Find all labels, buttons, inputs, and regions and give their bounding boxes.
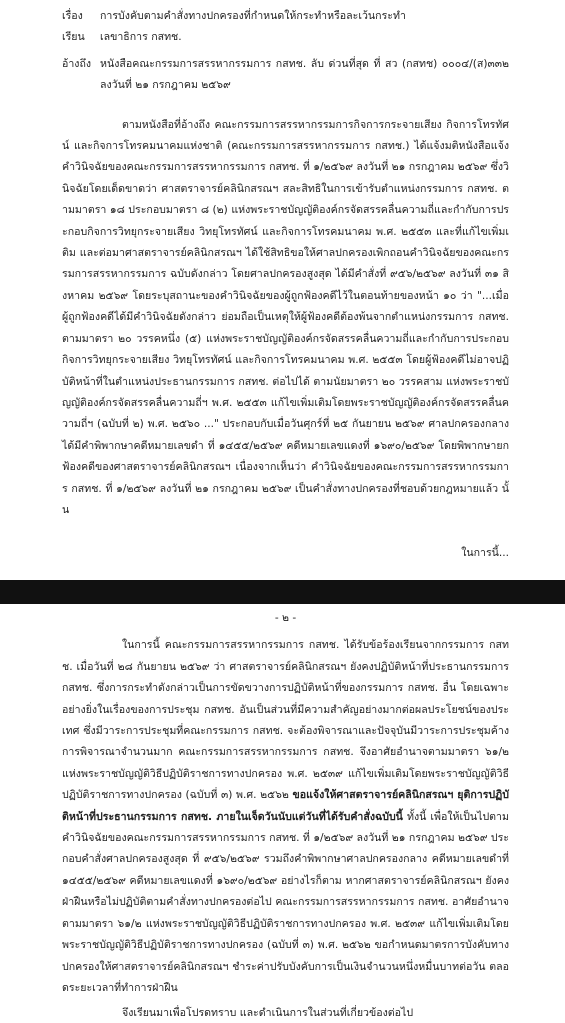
closing-paragraph: จึงเรียนมาเพื่อโปรดทราบ และดำเนินการในส่วนที่เกี่ยวข้องต่อไป [122,1007,414,1020]
recipient-line [62,27,509,48]
page-1-content [62,6,509,565]
page-number: - ๒ - [274,612,297,624]
body-text-before-bold: ในการนี้ คณะกรรมการสรรหากรรมการ กสทช. ได้รับข้อร้องเรียนจากกรรมการ กสทช. เมื่อวันที่ ๒๘ กันยายน ๒๕๖๙ ว่า ศาสตราจารย์คลินิกสรณฯ ยังคงปฏิบัติหน้าที่ประธานกรรมการ กสทช. ซึ่งการกระทำดังกล่าวเป็นการขัดขวางการปฏิบัติหน้าที่ของกรรมการ กสทช. อื่น โดยเฉพาะอย่างยิ่งในเรื่องของการประชุม กสทช. อันเป็นส่วนที่มีความสำคัญอย่างมากต่อผลประโยชน์ของประเทศ ซึ่งมีวาระการประชุมที่คณะกรรมการ กสทช. จะต้องพิจารณาและปัจจุบันมีวาระการประชุมค้างการพิจารณาจำนวนมาก คณะกรรมการสรรหากรรมการ กสทช. จึงอาศัยอำนาจตามมาตรา ๖๑/๒ แห่งพระราชบัญญัติวิธีปฏิบัติราชการทางปกครอง พ.ศ. ๒๕๓๙ แก้ไขเพิ่มเติมโดยพระราชบัญญัติวิธีปฏิบัติราชการทางปกครอง (ฉบับที่ ๓) พ.ศ. ๒๕๖๒ [62,639,509,802]
page-2-body-paragraph [62,635,509,999]
order-bold-text: ขอแจ้งให้ศาสตราจารย์คลินิกสรณฯ ยุติการปฏิบัติหน้าที่ประธานกรรมการ กสทช. ภายในเจ็ดวันนับแต่วันที่ได้รับคำสั่งฉบับนี้ [62,789,509,823]
continue-note: ในการนี้... [461,547,509,560]
body-text-after-bold: ทั้งนี้ เพื่อให้เป็นไปตามคำวินิจฉัยของคณะกรรมการสรรหากรรมการ กสทช. ที่ ๑/๒๕๖๙ ลงวันที่ ๒๑ กรกฎาคม ๒๕๖๙ ประกอบคำสั่งศาลปกครองสูงสุด ที่ ๙๕๖/๒๕๖๙ รวมถึงคำพิพากษาศาลปกครองกลาง คดีหมายเลขดำที่ ๑๔๕๕/๒๕๖๙ คดีหมายเลขแดงที่ ๑๖๙๐/๒๕๖๙ อย่างไรก็ตาม หากศาสตราจารย์คลินิกสรณฯ ยังคงฝ่าฝืนหรือไม่ปฏิบัติตามคำสั่งทางปกครองต่อไป คณะกรรมการสรรหากรรมการ กสทช. อาศัยอำนาจตามมาตรา ๖๑/๒ แห่งพระราชบัญญัติวิธีปฏิบัติราชการทางปกครอง พ.ศ. ๒๕๓๙ แก้ไขเพิ่มเติมโดยพระราชบัญญัติวิธีปฏิบัติราชการทางปกครอง (ฉบับที่ ๓) พ.ศ. ๒๕๖๒ ขอกำหนดมาตรการบังคับทางปกครองให้ศาสตราจารย์คลินิกสรณฯ ชำระค่าปรับบังคับการเป็นเงินจำนวนหนึ่งหมื่นบาทต่อวัน ตลอดระยะเวลาที่ทำการฝ่าฝืน [62,810,509,994]
page-2-content [62,608,509,1023]
subject-line [62,6,509,27]
recipient-label: เรียน [62,31,85,44]
subject-label: เรื่อง [62,10,83,22]
page-1-body-paragraph: ตามหนังสือที่อ้างถึง คณะกรรมการสรรหากรรมการกิจการกระจายเสียง กิจการโทรทัศน์ และกิจการโทรคมนาคมแห่งชาติ (คณะกรรมการสรรหากรรมการ กสทช.) ได้แจ้งมติหนังสือแจ้งคำวินิจฉัยของคณะกรรมการสรรหากรรมการ กสทช. ที่ ๑/๒๕๖๙ ลงวันที่ ๒๑ กรกฎาคม ๒๕๖๙ ซึ่งวินิจฉัยโดยเด็ดขาดว่า ศาสตราจารย์คลินิกสรณฯ สละสิทธิในการเข้ารับตำแหน่งกรรมการ กสทช. ตามมาตรา ๑๘ ประกอบมาตรา ๘ (๒) แห่งพระราชบัญญัติองค์กรจัดสรรคลื่นความถี่และกำกับการประกอบกิจการวิทยุกระจายเสียง วิทยุโทรทัศน์ และกิจการโทรคมนาคม พ.ศ. ๒๕๕๓ และที่แก้ไขเพิ่มเติม และต่อมาศาสตราจารย์คลินิกสรณฯ ได้ใช้สิทธิขอให้ศาลปกครองเพิกถอนคำวินิจฉัยของคณะกรรมการสรรหากรรมการ ฉบับดังกล่าว โดยศาลปกครองสูงสุด ได้มีคำสั่งที่ ๙๕๖/๒๕๖๙ ลงวันที่ ๓๑ สิงหาคม ๒๕๖๙ โดยระบุสถานะของคำวินิจฉัยของผู้ถูกฟ้องคดีไว้ในตอนท้ายของหน้า ๑๐ ว่า "...เมื่อผู้ถูกฟ้องคดีได้มีคำวินิจฉัยดังกล่าว ย่อมถือเป็นเหตุให้ผู้ฟ้องคดีต้องพ้นจากตำแหน่งกรรมการ กสทช. ตามมาตรา ๒๐ วรรคหนึ่ง (๕) แห่งพระราชบัญญัติองค์กรจัดสรรคลื่นความถี่และกำกับการประกอบกิจการวิทยุกระจายเสียง วิทยุโทรทัศน์ และกิจการโทรคมนาคม พ.ศ. ๒๕๕๓ โดยผู้ฟ้องคดีไม่อาจปฏิบัติหน้าที่ในตำแหน่งประธานกรรมการ กสทช. ต่อไปได้ ตามนัยมาตรา ๒๐ วรรคสาม แห่งพระราชบัญญัติองค์กรจัดสรรคลื่นความถี่ฯ พ.ศ. ๒๕๕๓ แก้ไขเพิ่มเติมโดยพระราชบัญญัติองค์กรจัดสรรคลื่นความถี่ฯ (ฉบับที่ ๒) พ.ศ. ๒๕๖๐ ..." ประกอบกับเมื่อวันศุกร์ที่ ๒๕ กันยายน ๒๕๖๙ ศาลปกครองกลางได้มีคำพิพากษาคดีหมายเลขดำ ที่ ๑๔๕๕/๒๕๖๙ คดีหมายเลขแดงที่ ๑๖๙๐/๒๕๖๙ โดยพิพากษายกฟ้องคดีของศาสตราจารย์คลินิกสรณฯ เนื่องจากเห็นว่า คำวินิจฉัยของคณะกรรมการสรรหากรรมการ กสทช. ที่ ๑/๒๕๖๙ ลงวันที่ ๒๑ กรกฎาคม ๒๕๖๙ เป็นคำสั่งทางปกครองที่ชอบด้วยกฎหมายแล้ว นั้น [62,118,509,516]
recipient-text: เลขาธิการ กสทช. [100,31,182,44]
reference-label: อ้างถึง [62,57,92,70]
subject-text: การบังคับตามคำสั่งทางปกครองที่กำหนดให้กระทำหรือละเว้นกระทำ [100,10,406,22]
page-separator [0,580,565,604]
document-page-2 [0,604,565,1023]
reference-text: หนังสือคณะกรรมการสรรหากรรมการ กสทช. ลับ ด่วนที่สุด ที่ สว (กสทช) ๐๐๐๔/(ส)๓๓๒ ลงวันที่ ๒๑ กรกฎาคม ๒๕๖๙ [100,57,509,92]
reference-line [62,54,509,97]
